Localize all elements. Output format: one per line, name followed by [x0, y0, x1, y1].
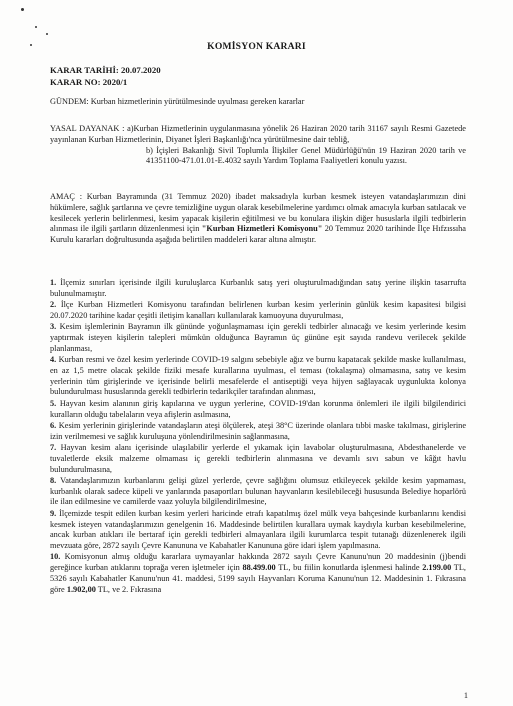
item-6-num: 6. — [50, 420, 57, 430]
item-5-num: 5. — [50, 398, 57, 408]
item-8-num: 8. — [50, 475, 57, 485]
item-9: 9. İlçemizde tespit edilen kurban kesim yerleri haricinde etrafı kapatılmış özel mülk veya bahçesinde kurbanlarını kendisi kesmek isteyen vatandaşlarımızın genelgenin 16. Maddesinde belirtilen kurallara uymak kaydıyla kurban kesebilmelerine, ancak kurban atıkları ile bertaraf için gerekli tedbirleri almayanlara ilgili kurumlarca tespit tutanağı düzenlenerek ilgili mevzuata göre, 2872 sayılı Çevre Kanununa ve Kabahatler Kanununa göre idari işlem yapılmasına. — [50, 508, 467, 551]
agenda: GÜNDEM: Kurban hizmetlerinin yürütülmesinde uyulması gereken kararlar — [50, 97, 305, 106]
purpose-before: AMAÇ : Kurban Bayramında (31 Temmuz 2020) ibadet maksadıyla kurban kesmek isteyen vatandaşlarımızın dini hükümlere, sağlık şartlarına ve çevre temizliğine uygun olarak kesebilmelerine yardımcı olmak amacıyla kurban satılacak ve kesilecek yerlerin belirlenmesi, kesim yapacak kişilerin eğitilmesi ve bu konulara ilişkin diğer hususlarla ilgili tedbirlerin alınması ile ilgili şartların düzenlenmesi için — [50, 192, 466, 234]
decision-number: KARAR NO: 2020/1 — [50, 77, 128, 87]
decision-items — [50, 278, 466, 596]
legal-basis-b: b) İçişleri Bakanlığı Sivil Toplumla İlişkiler Genel Müdürlüğü'nün 19 Haziran 2020 tarih ve 41351100-471.01.01-E.4032 sayılı Yardım Toplama Faaliyetleri konulu yazısı. — [146, 145, 466, 166]
item-4-num: 4. — [50, 355, 57, 365]
item-3-num: 3. — [50, 322, 57, 332]
item-3: 3. Kesim işlemlerinin Bayramın ilk gününde yoğunlaşmaması için gerekli tedbirler alınacağı ve kesim yerlerinde kesim yaptırmak isteyen kişilerin talepleri mümkün olduğunca Bayramın üç gününe eşit sayıda randevu verilecek şekilde planlanması, — [50, 322, 466, 353]
purpose-after: 20 Temmuz 2020 tarihinde İlçe Hıfzıssıha Kurulu kararları doğrultusunda aşağıda belirtilen maddeleri karar altına almıştır. — [50, 224, 466, 245]
item-9-num: 9. — [50, 508, 57, 518]
item-6: 6. Kesim yerlerinin girişlerinde vatandaşların ateşi ölçülerek, ateşi 38°C üzerinde olanlara tıbbi maske takılması, girişlerine izin verilmemesi ve sağlık kuruluşuna yönlendirilmesinin sağlanmasına, — [50, 420, 466, 441]
item-4: 4. Kurban resmi ve özel kesim yerlerinde COVID-19 salgını sebebiyle ağız ve burnu kapatacak şekilde maske kullanılması, en az 1,5 metre olacak şekilde fiziki mesafe kurallarına uyulması, el teması (tokalaşma) olmamasına, satış ve kesim yerlerinin tüm girişlerinde ve içerisinde belirli mesafelerde el antiseptiği veya hijyen sağlayacak uygunlukta kolonya bulundurulması hususlarında gerekli tedbirlerin tedarikçiler tarafından alınması, — [50, 355, 466, 397]
purpose — [50, 192, 466, 246]
legal-basis-a: YASAL DAYANAK : a)Kurban Hizmetlerinin uygulanmasına yönelik 26 Haziran 2020 tarih 31167 sayılı Resmi Gazetede yayınlanan Kurban Hizmetlerinin, Diyanet İşleri Başkanlığı'nca yürütülmesine dair tebliğ, — [50, 124, 466, 144]
legal-basis — [50, 124, 466, 167]
item-10-num: 10. — [50, 552, 61, 562]
item-5: 5. Hayvan kesim alanının giriş kapılarına ve uygun yerlerine, COVID-19'dan korunma önlemleri ile ilgili bilgilendirici kuralların olduğu tabelaların veya afişlerin asılmasına, — [50, 398, 467, 419]
item-8: 8. Vatandaşlarımızın kurbanlarını gelişi güzel yerlerde, çevre sağlığını olumsuz etkileyecek şekilde kesim yapmaması, kurbanlık olarak sadece küpeli ve yanlarında pasaportları bulunan hayvanların kesilebileceği hususunda Belediye hoparlörü ile ilan edilmesine ve camilerde vaaz yoluyla bilgilendirilmesine, — [50, 475, 466, 507]
decision-meta — [50, 64, 466, 88]
item-7: 7. Hayvan kesim alanı içerisinde ulaşılabilir yerlerde el yıkamak için lavabolar oluşturulmasına, Abdesthanelerde ve tuvaletlerde eksik malzeme olmaması iç gerekli tedbirlerin alınmasına ve devamlı sıvı sabun ve kâğıt havlu bulundurulmasına, — [50, 442, 466, 474]
page-number: 1 — [463, 691, 468, 700]
item-1-num: 1. — [50, 278, 57, 287]
document-title: KOMİSYON KARARI — [207, 41, 306, 52]
item-2-num: 2. — [50, 300, 57, 310]
decision-date: KARAR TARİHİ: 20.07.2020 — [50, 65, 161, 75]
item-7-num: 7. — [50, 442, 57, 452]
item-1: 1. İlçemiz sınırları içerisinde ilgili kuruluşlarca Kurbanlık satış yeri oluşturulmadığından satış yerine ilişkin tasarrufta bulunulmamıştır. — [50, 278, 466, 298]
item-2: 2. İlçe Kurban Hizmetleri Komisyonu tarafından belirlenen kurban kesim yerlerinin günlük kesim kapasitesi bilgisi 20.07.2020 tarihine kadar çeşitli iletişim kanalları kullanılarak kamuoyuna duyurulması, — [50, 300, 466, 320]
purpose-bold: "Kurban Hizmetleri Komisyonu" — [201, 224, 323, 234]
item-10: 10. Komisyonun almış olduğu kararlara uymayanlar hakkında 2872 sayılı Çevre Kanunu'nun 20 maddesinin (j)bendi gereğince kurban atıklarını toprağa veren işletmeler için 88.499.00 TL, bu fiilin konutlarda işlenmesi halinde 2.199.00 TL, 5326 sayılı Kabahatler Kanunu'nun 41. maddesi, 5199 sayılı Hayvanları Koruma Kanunu'nun 12. Maddesinin 1. Fıkrasına göre 1.902,00 TL, ve 2. Fıkrasına — [50, 552, 467, 594]
